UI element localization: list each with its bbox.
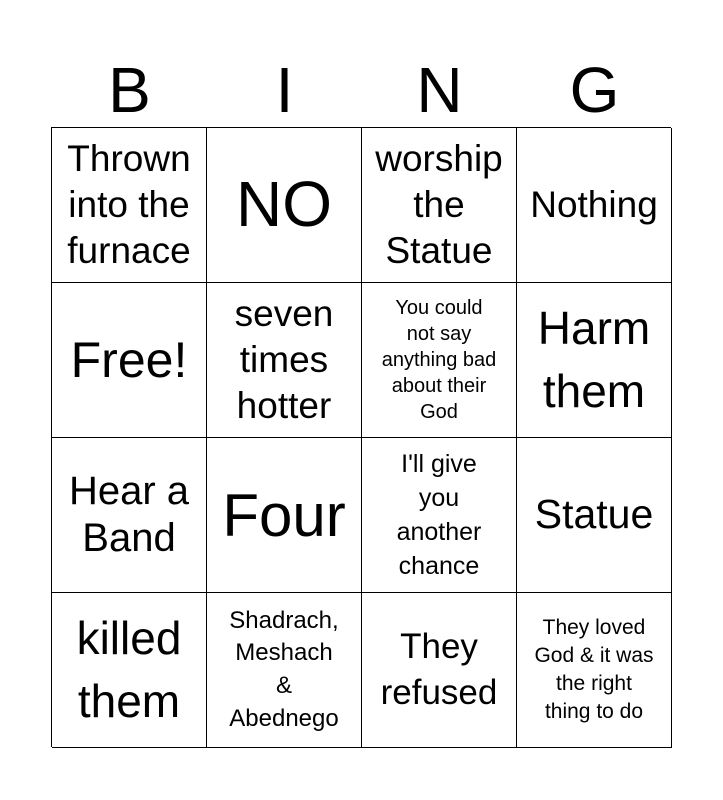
bingo-cell <box>362 128 517 283</box>
bingo-cell <box>207 283 362 438</box>
cell-text: They refused <box>380 626 498 712</box>
bingo-cell <box>52 128 207 283</box>
cell-text: Hear a Band <box>68 468 190 560</box>
header-letter-n: N <box>416 54 463 126</box>
bingo-cell <box>52 438 207 593</box>
bingo-cell <box>517 593 672 748</box>
bingo-cell <box>362 438 517 593</box>
bingo-card-grid <box>51 127 671 747</box>
header-letter-i: I <box>275 54 294 126</box>
bingo-header <box>52 52 672 128</box>
cell-text: Free! <box>70 331 188 388</box>
cell-text: worship the Statue <box>375 137 503 272</box>
cell-text: NO <box>236 168 332 241</box>
cell-text: Shadrach, Meshach & Abednego <box>229 606 339 732</box>
bingo-cell <box>207 438 362 593</box>
bingo-cell <box>517 283 672 438</box>
bingo-cell <box>362 283 517 438</box>
cell-text: killed them <box>76 611 182 727</box>
cell-text: Harm them <box>537 301 651 417</box>
bingo-cell <box>207 128 362 283</box>
cell-text: Nothing <box>530 183 658 225</box>
cell-text: You could not say anything bad about their God <box>381 297 497 423</box>
bingo-cell <box>362 593 517 748</box>
header-letter-g: G <box>569 54 620 126</box>
cell-text: They loved God & it was the right thing to do <box>534 616 654 723</box>
cell-text: I'll give you another chance <box>396 450 482 580</box>
bingo-cell <box>207 593 362 748</box>
bingo-cell <box>517 438 672 593</box>
cell-text: Statue <box>534 491 654 538</box>
bingo-cell <box>52 283 207 438</box>
cell-text: seven times hotter <box>234 292 334 427</box>
bingo-cell <box>52 593 207 748</box>
cell-text: Thrown into the furnace <box>67 137 191 272</box>
cell-text: Four <box>222 481 346 549</box>
bingo-cell <box>517 128 672 283</box>
header-letter-b: B <box>108 54 151 126</box>
